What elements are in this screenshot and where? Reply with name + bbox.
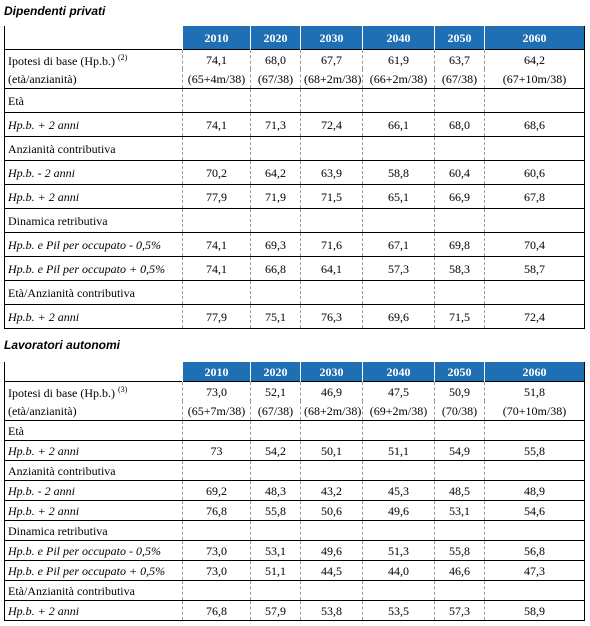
table-row — [5, 305, 585, 329]
value-cell: 47,3 — [485, 561, 585, 581]
scenario-label: Hp.b. e Pil per occupato - 0,5% — [5, 233, 183, 257]
empty-cell — [435, 209, 485, 233]
value-cell: 53,1 — [251, 541, 301, 561]
value-cell: (67/38) — [251, 69, 301, 89]
value-cell: (67+10m/38) — [485, 69, 585, 89]
footnote-marker: (3) — [117, 385, 128, 394]
value-cell: (68+2m/38) — [301, 69, 363, 89]
empty-cell — [251, 89, 301, 113]
empty-cell — [435, 581, 485, 601]
header-blank-cell — [5, 26, 183, 50]
table-row — [5, 257, 585, 281]
year-header-2060: 2060 — [485, 26, 585, 50]
value-cell: 77,9 — [183, 305, 251, 329]
empty-cell — [435, 281, 485, 305]
value-cell: 74,1 — [183, 50, 251, 70]
value-cell: 44,0 — [363, 561, 435, 581]
value-cell: 58,9 — [485, 601, 585, 621]
value-cell: 55,8 — [251, 501, 301, 521]
value-cell: (67/38) — [251, 401, 301, 421]
empty-cell — [485, 581, 585, 601]
table-row — [5, 481, 585, 501]
empty-cell — [183, 209, 251, 233]
value-cell: 69,2 — [183, 481, 251, 501]
empty-cell — [183, 461, 251, 481]
value-cell: 50,1 — [301, 441, 363, 461]
empty-cell — [363, 137, 435, 161]
empty-cell — [251, 281, 301, 305]
base-label-cell — [5, 50, 183, 70]
value-cell: 54,2 — [251, 441, 301, 461]
scenario-label: Hp.b. e Pil per occupato + 0,5% — [5, 561, 183, 581]
value-cell: 69,3 — [251, 233, 301, 257]
year-header-2010: 2010 — [183, 26, 251, 50]
value-cell: 71,5 — [301, 185, 363, 209]
value-cell: 52,1 — [251, 382, 301, 402]
empty-cell — [301, 137, 363, 161]
empty-cell — [363, 461, 435, 481]
value-cell: 46,9 — [301, 382, 363, 402]
empty-cell — [183, 281, 251, 305]
year-header-2030: 2030 — [301, 26, 363, 50]
value-cell: 77,9 — [183, 185, 251, 209]
value-cell: (70+10m/38) — [485, 401, 585, 421]
empty-cell — [485, 89, 585, 113]
scenario-label: Hp.b. - 2 anni — [5, 161, 183, 185]
value-cell: 58,8 — [363, 161, 435, 185]
base-label: Ipotesi di base (Hp.b.) — [8, 54, 115, 68]
category-label: Anzianità contributiva — [5, 137, 183, 161]
table-row — [5, 561, 585, 581]
value-cell: 64,2 — [485, 50, 585, 70]
empty-cell — [435, 461, 485, 481]
category-row — [5, 461, 585, 481]
value-cell: 71,3 — [251, 113, 301, 137]
empty-cell — [251, 521, 301, 541]
value-cell: 75,1 — [251, 305, 301, 329]
value-cell: 48,3 — [251, 481, 301, 501]
table-row — [5, 69, 585, 89]
table-row — [5, 50, 585, 70]
value-cell: 73,0 — [183, 382, 251, 402]
value-cell: 70,2 — [183, 161, 251, 185]
scenario-label: Hp.b. + 2 anni — [5, 601, 183, 621]
scenario-label: Hp.b. + 2 anni — [5, 305, 183, 329]
category-row — [5, 137, 585, 161]
value-cell: 68,6 — [485, 113, 585, 137]
value-cell: 65,1 — [363, 185, 435, 209]
empty-cell — [183, 137, 251, 161]
scenario-label: Hp.b. + 2 anni — [5, 185, 183, 209]
empty-cell — [251, 581, 301, 601]
table-dipendenti-privati — [4, 26, 585, 329]
empty-cell — [183, 89, 251, 113]
empty-cell — [301, 581, 363, 601]
scenario-label: Hp.b. - 2 anni — [5, 481, 183, 501]
base-label-cell — [5, 382, 183, 402]
base-sub-label: (età/anzianità) — [5, 401, 183, 421]
header-row — [5, 362, 585, 382]
table-row — [5, 401, 585, 421]
empty-cell — [183, 421, 251, 441]
table-row — [5, 161, 585, 185]
year-header-2010: 2010 — [183, 362, 251, 382]
value-cell: 46,6 — [435, 561, 485, 581]
value-cell: 54,6 — [485, 501, 585, 521]
empty-cell — [251, 421, 301, 441]
value-cell: 74,1 — [183, 113, 251, 137]
value-cell: 76,8 — [183, 501, 251, 521]
value-cell: 70,4 — [485, 233, 585, 257]
table-row — [5, 501, 585, 521]
value-cell: 55,8 — [485, 441, 585, 461]
category-label: Età — [5, 89, 183, 113]
value-cell: 50,9 — [435, 382, 485, 402]
value-cell: 69,8 — [435, 233, 485, 257]
value-cell: 73,0 — [183, 541, 251, 561]
table-lavoratori-autonomi — [4, 362, 585, 621]
empty-cell — [435, 137, 485, 161]
value-cell: 57,9 — [251, 601, 301, 621]
value-cell: 64,2 — [251, 161, 301, 185]
table-row — [5, 441, 585, 461]
value-cell: 58,7 — [485, 257, 585, 281]
empty-cell — [485, 137, 585, 161]
value-cell: 53,5 — [363, 601, 435, 621]
footnote-marker: (2) — [117, 53, 128, 62]
value-cell: 73 — [183, 441, 251, 461]
value-cell: (68+2m/38) — [301, 401, 363, 421]
value-cell: (66+2m/38) — [363, 69, 435, 89]
empty-cell — [485, 461, 585, 481]
empty-cell — [435, 89, 485, 113]
value-cell: 74,1 — [183, 233, 251, 257]
empty-cell — [301, 89, 363, 113]
value-cell: (70/38) — [435, 401, 485, 421]
value-cell: 55,8 — [435, 541, 485, 561]
year-header-2030: 2030 — [301, 362, 363, 382]
category-row — [5, 89, 585, 113]
value-cell: 61,9 — [363, 50, 435, 70]
value-cell: 64,1 — [301, 257, 363, 281]
empty-cell — [435, 521, 485, 541]
value-cell: 44,5 — [301, 561, 363, 581]
empty-cell — [363, 581, 435, 601]
value-cell: (69+2m/38) — [363, 401, 435, 421]
empty-cell — [251, 137, 301, 161]
empty-cell — [183, 521, 251, 541]
value-cell: 63,7 — [435, 50, 485, 70]
scenario-label: Hp.b. + 2 anni — [5, 113, 183, 137]
empty-cell — [363, 281, 435, 305]
value-cell: 68,0 — [435, 113, 485, 137]
empty-cell — [363, 89, 435, 113]
value-cell: 58,3 — [435, 257, 485, 281]
year-header-2020: 2020 — [251, 26, 301, 50]
category-label: Età — [5, 421, 183, 441]
value-cell: 49,6 — [301, 541, 363, 561]
year-header-2050: 2050 — [435, 26, 485, 50]
value-cell: 66,1 — [363, 113, 435, 137]
year-header-2040: 2040 — [363, 26, 435, 50]
value-cell: 48,5 — [435, 481, 485, 501]
value-cell: 71,5 — [435, 305, 485, 329]
value-cell: 49,6 — [363, 501, 435, 521]
table-row — [5, 382, 585, 402]
value-cell: 60,4 — [435, 161, 485, 185]
section-title: Dipendenti privati — [4, 4, 106, 18]
value-cell: 53,8 — [301, 601, 363, 621]
value-cell: 66,8 — [251, 257, 301, 281]
year-header-2060: 2060 — [485, 362, 585, 382]
value-cell: 51,8 — [485, 382, 585, 402]
table-row — [5, 233, 585, 257]
category-row — [5, 581, 585, 601]
empty-cell — [183, 581, 251, 601]
empty-cell — [301, 461, 363, 481]
value-cell: 50,6 — [301, 501, 363, 521]
empty-cell — [301, 209, 363, 233]
empty-cell — [301, 281, 363, 305]
category-label: Dinamica retributiva — [5, 521, 183, 541]
value-cell: (65+7m/38) — [183, 401, 251, 421]
empty-cell — [485, 209, 585, 233]
value-cell: 73,0 — [183, 561, 251, 581]
value-cell: 76,3 — [301, 305, 363, 329]
category-row — [5, 521, 585, 541]
scenario-label: Hp.b. e Pil per occupato - 0,5% — [5, 541, 183, 561]
scenario-label: Hp.b. e Pil per occupato + 0,5% — [5, 257, 183, 281]
empty-cell — [301, 521, 363, 541]
value-cell: 48,9 — [485, 481, 585, 501]
value-cell: (65+4m/38) — [183, 69, 251, 89]
empty-cell — [363, 209, 435, 233]
year-header-2040: 2040 — [363, 362, 435, 382]
category-label: Dinamica retributiva — [5, 209, 183, 233]
empty-cell — [301, 421, 363, 441]
value-cell: 74,1 — [183, 257, 251, 281]
value-cell: 71,9 — [251, 185, 301, 209]
value-cell: 51,3 — [363, 541, 435, 561]
value-cell: 51,1 — [363, 441, 435, 461]
empty-cell — [485, 421, 585, 441]
empty-cell — [363, 421, 435, 441]
value-cell: 54,9 — [435, 441, 485, 461]
category-label: Anzianità contributiva — [5, 461, 183, 481]
value-cell: 47,5 — [363, 382, 435, 402]
empty-cell — [363, 521, 435, 541]
table-row — [5, 541, 585, 561]
category-label: Età/Anzianità contributiva — [5, 581, 183, 601]
value-cell: 66,9 — [435, 185, 485, 209]
value-cell: 72,4 — [301, 113, 363, 137]
value-cell: 72,4 — [485, 305, 585, 329]
category-row — [5, 281, 585, 305]
value-cell: 51,1 — [251, 561, 301, 581]
value-cell: 67,8 — [485, 185, 585, 209]
empty-cell — [485, 281, 585, 305]
value-cell: 45,3 — [363, 481, 435, 501]
value-cell: 67,7 — [301, 50, 363, 70]
header-blank-cell — [5, 362, 183, 382]
empty-cell — [485, 521, 585, 541]
value-cell: 63,9 — [301, 161, 363, 185]
value-cell: 67,1 — [363, 233, 435, 257]
empty-cell — [251, 461, 301, 481]
value-cell: 60,6 — [485, 161, 585, 185]
base-sub-label: (età/anzianità) — [5, 69, 183, 89]
scenario-label: Hp.b. + 2 anni — [5, 441, 183, 461]
header-row — [5, 26, 585, 50]
scenario-label: Hp.b. + 2 anni — [5, 501, 183, 521]
value-cell: 76,8 — [183, 601, 251, 621]
empty-cell — [251, 209, 301, 233]
value-cell: 68,0 — [251, 50, 301, 70]
value-cell: 43,2 — [301, 481, 363, 501]
value-cell: 53,1 — [435, 501, 485, 521]
category-row — [5, 421, 585, 441]
empty-cell — [435, 421, 485, 441]
value-cell: 57,3 — [363, 257, 435, 281]
year-header-2020: 2020 — [251, 362, 301, 382]
value-cell: 56,8 — [485, 541, 585, 561]
value-cell: 71,6 — [301, 233, 363, 257]
value-cell: 57,3 — [435, 601, 485, 621]
base-label: Ipotesi di base (Hp.b.) — [8, 386, 115, 400]
category-row — [5, 209, 585, 233]
section-title: Lavoratori autonomi — [4, 338, 121, 352]
value-cell: (67/38) — [435, 69, 485, 89]
value-cell: 69,6 — [363, 305, 435, 329]
year-header-2050: 2050 — [435, 362, 485, 382]
table-row — [5, 601, 585, 621]
table-row — [5, 185, 585, 209]
table-row — [5, 113, 585, 137]
category-label: Età/Anzianità contributiva — [5, 281, 183, 305]
